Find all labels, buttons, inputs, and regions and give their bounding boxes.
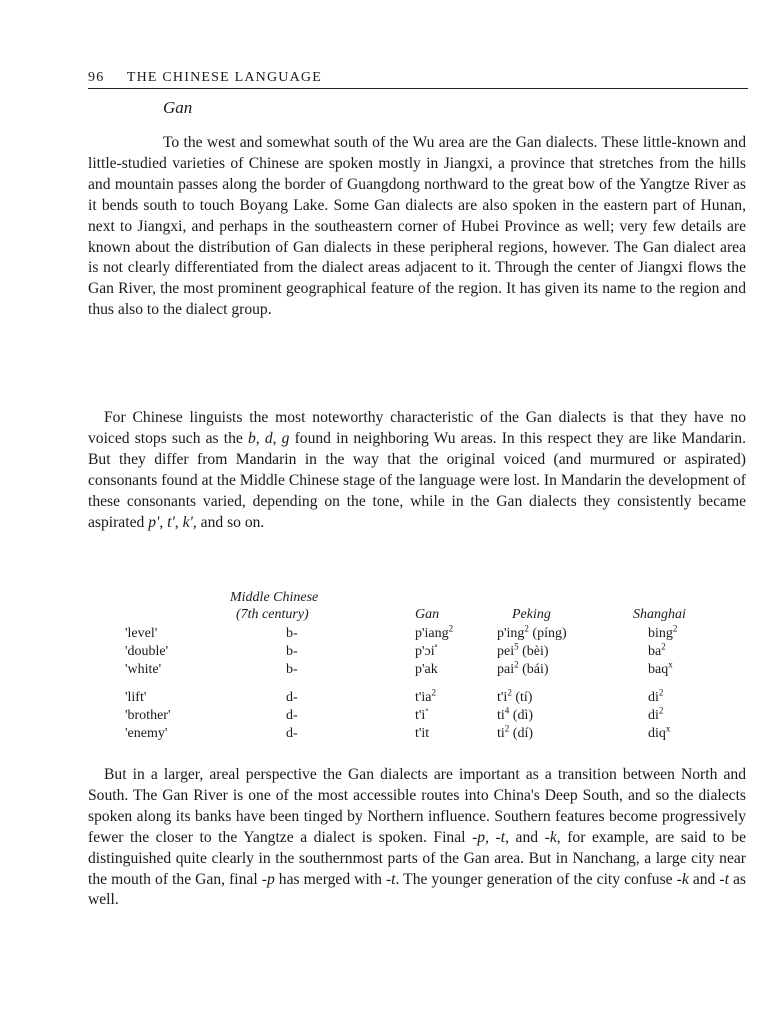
- italic-term: -p: [472, 828, 486, 846]
- gloss-cell: 'lift': [125, 690, 147, 705]
- tone-number: 2: [672, 623, 678, 634]
- peking-form: t'i: [497, 690, 508, 705]
- column-header-shanghai: Shanghai: [633, 607, 686, 622]
- pinyin: (píng): [528, 626, 567, 641]
- paragraph-transition: [88, 765, 746, 911]
- tone-number: 5: [514, 641, 519, 652]
- tone-number: 2: [507, 687, 512, 698]
- middle-chinese-cell: d-: [286, 690, 298, 705]
- italic-term: -k: [544, 828, 557, 846]
- shanghai-cell: [648, 623, 678, 642]
- shanghai-form: di: [648, 690, 659, 705]
- gan-form: p'ɔi: [415, 644, 435, 659]
- shanghai-cell: [648, 687, 664, 706]
- text-run: But in a larger, areal perspective the Gan dialects are important as a transition between North and South. The Gan River is one of the most accessible routes into China's Deep South, and so the dialects spoken along its banks have been tinged by Northern influence. Southern features become progressively fewer the closer to the Yangtze a dialect is spoken. Final: [88, 766, 746, 846]
- middle-chinese-cell: b-: [286, 662, 298, 677]
- tone-number: 4: [504, 705, 510, 716]
- column-header-middle-chinese-date: (7th century): [236, 607, 309, 622]
- text-run: ,: [272, 429, 282, 447]
- peking-cell: [497, 705, 533, 724]
- pinyin: (dì): [509, 708, 533, 723]
- text-run: , for example, are said to be distinguished quite clearly in the southernmost parts of the Gan area. But in Nanchang, a large city near the mouth of the Gan, final: [88, 828, 746, 888]
- peking-form: pai: [497, 662, 515, 677]
- text-run: For Chinese linguists the most noteworthy characteristic of the Gan dialects is that they have no voiced stops such as the: [88, 409, 746, 447]
- peking-form: ti: [497, 708, 505, 723]
- tone-number: 2: [514, 659, 519, 670]
- italic-term: t': [167, 513, 175, 531]
- text-run: ,: [174, 513, 183, 531]
- gan-form: t'it: [415, 726, 430, 741]
- shanghai-cell: [648, 641, 666, 660]
- middle-chinese-cell: d-: [286, 726, 298, 741]
- italic-term: -t: [385, 870, 396, 888]
- tone-number: x: [668, 659, 673, 670]
- pinyin: (dí): [509, 726, 533, 741]
- peking-cell: [497, 723, 533, 742]
- middle-chinese-cell: b-: [286, 626, 298, 641]
- text-run: has merged with: [274, 870, 386, 888]
- column-header-middle-chinese: Middle Chinese: [230, 590, 319, 605]
- running-title: THE CHINESE LANGUAGE: [126, 70, 322, 85]
- gan-cell: [415, 705, 429, 724]
- tone-number: ⁿ: [434, 641, 438, 652]
- gan-cell: [415, 641, 438, 660]
- gan-form: t'i: [415, 708, 426, 723]
- italic-term: d: [264, 429, 273, 447]
- tone-number: 2: [658, 687, 664, 698]
- italic-term: -k: [676, 870, 689, 888]
- text-run: ,: [485, 828, 496, 846]
- gan-cell: [415, 687, 437, 706]
- section-title: Gan: [163, 98, 193, 117]
- shanghai-form: baq: [648, 662, 669, 677]
- gan-form: p'iang: [415, 626, 449, 641]
- peking-cell: [497, 641, 549, 660]
- peking-cell: [497, 659, 549, 678]
- tone-number: 2: [504, 723, 510, 734]
- paragraph-intro: To the west and somewhat south of the Wu area are the Gan dialects. These little-known and little-studied varieties of Chinese are spoken mostly in Jiangxi, a province that stretches from the hills and mountain passes along the border of Guangdong northward to the great bow of the Yangtze River as it bends south to touch Boyang Lake. Some Gan dialects are also spoken in the eastern part of Hunan, next to Jiangxi, and perhaps in the southeastern corner of Hubei Province as well; very few details are known about the distribution of Gan dialects in these peripheral regions, however. The Gan dialect area is not clearly differentiated from the dialect areas adjacent to it. Through the center of Jiangxi flows the Gan River, the most prominent geographical feature of the region. It has given its name to the region and thus also to the dialect group.: [88, 134, 746, 319]
- tone-number: 2: [431, 687, 437, 698]
- column-header-gan: Gan: [415, 607, 440, 622]
- page-number: 96: [88, 70, 105, 85]
- tone-number: 2: [448, 623, 454, 634]
- pinyin: (bèi): [518, 644, 549, 659]
- peking-form: ti: [497, 726, 505, 741]
- peking-cell: [497, 687, 533, 706]
- shanghai-cell: [648, 705, 664, 724]
- gan-cell: [415, 726, 429, 742]
- gloss-cell: 'double': [125, 644, 169, 659]
- gan-form: p'ak: [415, 662, 438, 677]
- italic-term: g: [281, 429, 290, 447]
- text-run: as well.: [88, 870, 747, 909]
- text-run: , and: [505, 828, 545, 846]
- italic-term: k': [182, 513, 193, 531]
- shanghai-form: bing: [648, 626, 673, 641]
- peking-cell: [497, 623, 567, 642]
- shanghai-cell: [648, 659, 673, 678]
- gloss-cell: 'enemy': [125, 726, 168, 741]
- text-run: ,: [159, 513, 168, 531]
- paragraph-voiced-stops: [88, 408, 746, 533]
- tone-number: 2: [658, 705, 664, 716]
- tone-number: x: [665, 723, 671, 734]
- text-run: and: [688, 870, 720, 888]
- column-header-peking: Peking: [512, 607, 551, 622]
- italic-term: p': [148, 513, 160, 531]
- pinyin: (tí): [511, 690, 533, 705]
- text-run: . The younger generation of the city confuse: [395, 870, 677, 888]
- tone-number: ⁿ: [425, 705, 429, 716]
- tone-number: 2: [524, 623, 529, 634]
- text-run: ,: [255, 429, 265, 447]
- running-header: [88, 70, 748, 89]
- shanghai-cell: [648, 723, 671, 742]
- middle-chinese-cell: d-: [286, 708, 298, 723]
- italic-term: -p: [261, 870, 275, 888]
- italic-term: -t: [719, 870, 729, 888]
- text-run: , and so on.: [192, 513, 265, 531]
- gan-cell: [415, 662, 438, 678]
- middle-chinese-cell: b-: [286, 644, 298, 659]
- gan-cell: [415, 623, 454, 642]
- shanghai-form: ba: [648, 644, 662, 659]
- gloss-cell: 'white': [125, 662, 162, 677]
- gloss-cell: 'brother': [125, 708, 171, 723]
- shanghai-form: diq: [648, 726, 666, 741]
- text-run: found in neighboring Wu areas. In this respect they are like Mandarin. But they differ from Mandarin in the way that the original voiced (and murmured or aspirated) consonants found at the Middle Chinese stage of the language were lost. In Mandarin the development of these consonants varied, depending on the tone, while in the Gan dialects they consistently became aspirated: [88, 429, 747, 531]
- tone-number: 2: [661, 641, 666, 652]
- italic-term: b: [247, 429, 256, 447]
- pinyin: (bái): [518, 662, 549, 677]
- shanghai-form: di: [648, 708, 659, 723]
- peking-form: p'ing: [497, 626, 525, 641]
- peking-form: pei: [497, 644, 515, 659]
- gloss-cell: 'level': [125, 626, 158, 641]
- gan-form: t'ia: [415, 690, 432, 705]
- italic-term: -t: [495, 828, 506, 846]
